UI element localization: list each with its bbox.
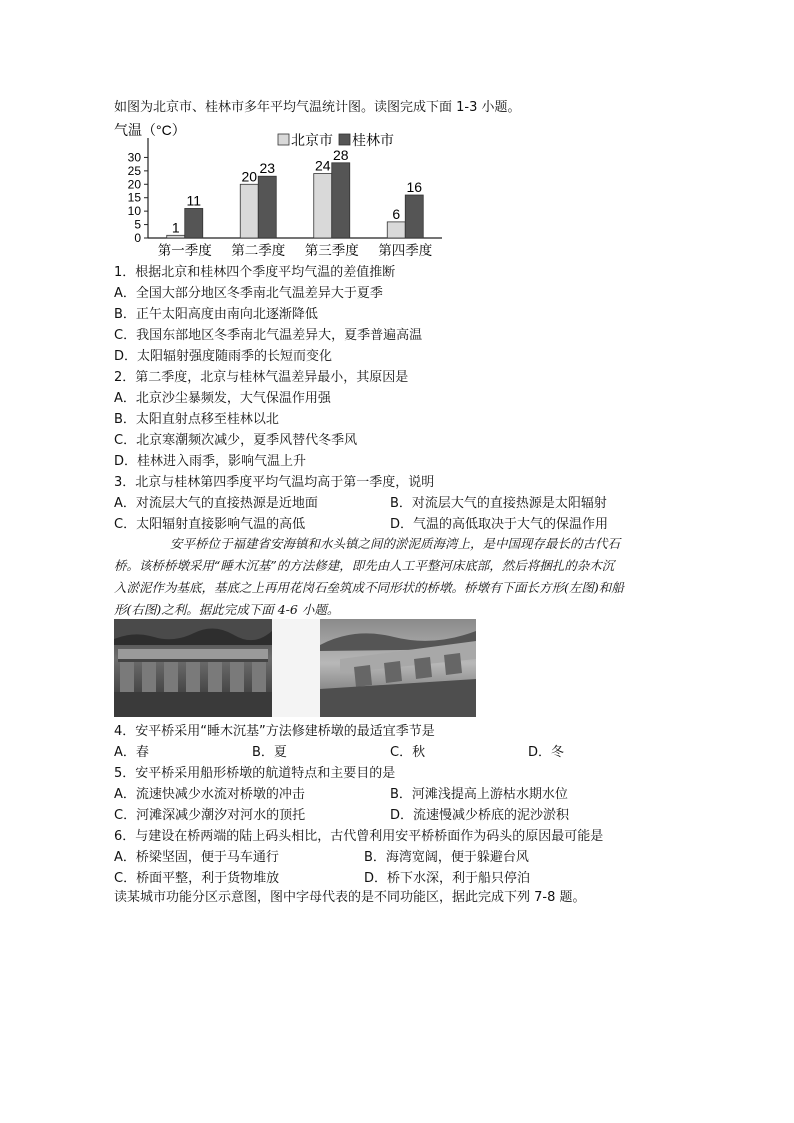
q6-option-c[interactable]: C．桥面平整，利于货物堆放 [114, 871, 280, 886]
left-photo-rectangular-piers [114, 619, 272, 717]
q1-option-a[interactable]: A．全国大部分地区冬季南北气温差异大于夏季 [114, 286, 383, 301]
x-category-label: 第三季度 [304, 243, 359, 259]
bar-guilin [258, 176, 276, 238]
q3-stem: 3．北京与桂林第四季度平均气温均高于第一季度，说明 [114, 475, 435, 490]
y-tick-label: 30 [127, 150, 141, 165]
q5-stem: 5．安平桥采用船形桥墩的航道特点和主要目的是 [114, 766, 396, 781]
q2-stem: 2．第二季度，北京与桂林气温差异最小，其原因是 [114, 370, 409, 385]
y-tick-label: 10 [127, 204, 141, 219]
q1-option-d[interactable]: D．太阳辐射强度随雨季的长短而变化 [114, 349, 333, 364]
q2-option-c[interactable]: C．北京寒潮频次减少，夏季风替代冬季风 [114, 433, 358, 448]
x-category-label: 第一季度 [157, 243, 212, 259]
q4-option-d[interactable]: D．冬 [528, 745, 565, 760]
y-tick-label: 15 [127, 190, 141, 205]
chart-legend [278, 132, 394, 148]
temperature-bar-chart [112, 120, 452, 260]
legend-guilin: 桂林市 [352, 132, 394, 148]
anping-bridge-passage [114, 533, 680, 621]
q5-option-b[interactable]: B．河滩浅提高上游枯水期水位 [390, 787, 568, 802]
data-label: 24 [314, 157, 331, 174]
data-label: 11 [186, 192, 202, 209]
y-axis-label: 气温（°C） [114, 122, 186, 138]
x-category-label: 第二季度 [231, 243, 286, 259]
y-tick-label: 25 [127, 163, 141, 178]
legend-swatch-beijing [278, 134, 289, 145]
q4-stem: 4．安平桥采用“睡木沉基”方法修建桥墩的最适宜季节是 [114, 724, 435, 739]
q4-option-a[interactable]: A．春 [114, 745, 149, 760]
passage-line-3: 入淤泥作为基底，基底之上再用花岗石垒筑成不同形状的桥墩。桥墩有下面长方形(左图)和船 [114, 580, 624, 595]
q3-option-b[interactable]: B．对流层大气的直接热源是太阳辐射 [390, 496, 607, 511]
x-category-label: 第四季度 [378, 243, 433, 259]
anping-bridge-photos [114, 619, 476, 717]
intro-1-3: 如图为北京市、桂林市多年平均气温统计图。读图完成下面 1-3 小题。 [114, 100, 521, 115]
intro-7-8: 读某城市功能分区示意图，图中字母代表的是不同功能区，据此完成下列 7-8 题。 [114, 890, 586, 905]
y-tick-label: 0 [134, 231, 141, 245]
q1-stem: 1．根据北京和桂林四个季度平均气温的差值推断 [114, 265, 396, 280]
photo-divider [272, 619, 320, 717]
bar-beijing [240, 184, 258, 238]
q3-option-c[interactable]: C．太阳辐射直接影响气温的高低 [114, 517, 306, 532]
bar-beijing [387, 222, 405, 238]
data-label: 16 [406, 179, 423, 196]
q2-option-b[interactable]: B．太阳直射点移至桂林以北 [114, 412, 279, 427]
q1-option-b[interactable]: B．正午太阳高度由南向北逐渐降低 [114, 307, 318, 322]
q5-option-d[interactable]: D．流速慢减少桥底的泥沙淤积 [390, 808, 570, 823]
data-label: 1 [171, 219, 180, 236]
legend-beijing: 北京市 [291, 132, 333, 148]
q6-option-d[interactable]: D．桥下水深，利于船只停泊 [364, 871, 531, 886]
passage-line-4: 形(右图)之利。据此完成下面 4-6 小题。 [114, 602, 340, 617]
data-label: 23 [259, 160, 276, 177]
bar-guilin [185, 208, 203, 238]
passage-line-1: 安平桥位于福建省安海镇和水头镇之间的淤泥质海湾上，是中国现存最长的古代石 [170, 536, 621, 551]
bar-beijing [314, 174, 332, 238]
y-tick-label: 5 [134, 217, 141, 232]
q6-option-a[interactable]: A．桥梁坚固，便于马车通行 [114, 850, 279, 865]
bar-guilin [405, 195, 423, 238]
q5-option-a[interactable]: A．流速快减少水流对桥墩的冲击 [114, 787, 305, 802]
right-photo-boat-shaped-piers [320, 619, 476, 717]
q3-option-d[interactable]: D．气温的高低取决于大气的保温作用 [390, 517, 609, 532]
y-tick-label: 20 [127, 177, 141, 192]
q5-option-c[interactable]: C．河滩深减少潮汐对河水的顶托 [114, 808, 306, 823]
q6-option-b[interactable]: B．海湾宽阔，便于躲避台风 [364, 850, 529, 865]
q1-option-c[interactable]: C．我国东部地区冬季南北气温差异大，夏季普遍高温 [114, 328, 423, 343]
q4-option-c[interactable]: C．秋 [390, 745, 426, 760]
passage-line-2: 桥。该桥桥墩采用“睡木沉基”的方法修建，即先由人工平整河床底部，然后将捆扎的杂木沉 [114, 558, 615, 573]
legend-swatch-guilin [339, 134, 350, 145]
q3-option-a[interactable]: A．对流层大气的直接热源是近地面 [114, 496, 318, 511]
bar-guilin [332, 163, 350, 238]
data-label: 28 [332, 146, 349, 163]
data-label: 6 [392, 205, 401, 222]
q2-option-d[interactable]: D．桂林进入雨季，影响气温上升 [114, 454, 307, 469]
q2-option-a[interactable]: A．北京沙尘暴频发，大气保温作用强 [114, 391, 331, 406]
q6-stem: 6．与建设在桥两端的陆上码头相比，古代曾利用安平桥桥面作为码头的原因最可能是 [114, 829, 604, 844]
bar-beijing [167, 235, 185, 238]
q4-option-b[interactable]: B．夏 [252, 745, 287, 760]
data-label: 20 [241, 168, 258, 185]
